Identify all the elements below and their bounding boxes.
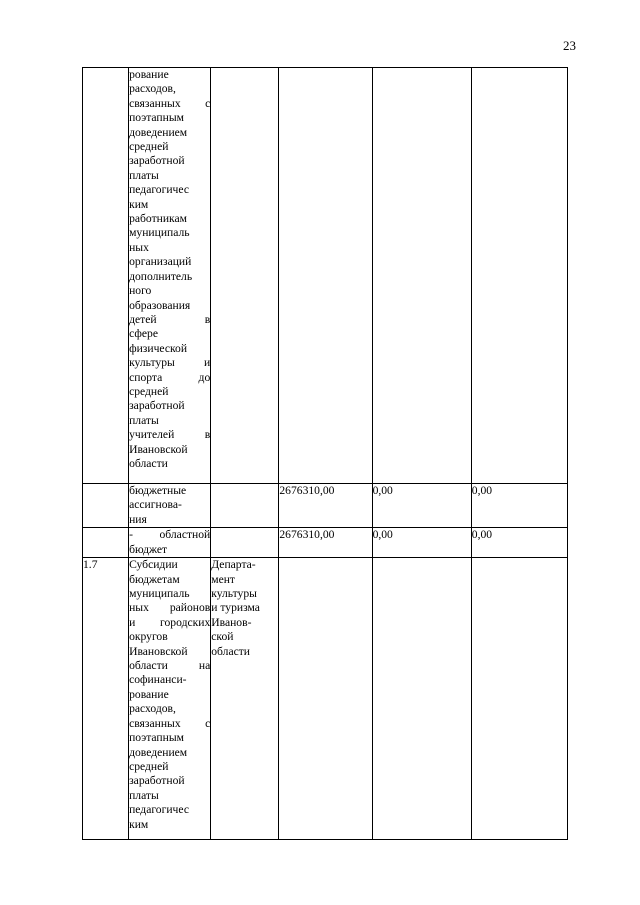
index-cell <box>83 484 129 528</box>
cell-text-line: бюджетам <box>129 572 180 586</box>
cell-text-line: платы <box>129 168 159 182</box>
value-cell-1: 2676310,00 <box>279 528 372 558</box>
cell-text-line: области <box>211 644 251 658</box>
cell-text-line: средней <box>129 384 169 398</box>
cell-text-line: Ивановской <box>129 644 188 658</box>
value-cell-2: 0,00 <box>372 528 471 558</box>
budget-table <box>82 67 568 840</box>
cell-text-line: - областной <box>129 528 211 542</box>
value-cell-3 <box>471 68 567 484</box>
cell-text-line: спорта до <box>129 370 211 384</box>
table-row-1-7 <box>83 558 568 840</box>
cell-text-line: учителей в <box>129 428 211 442</box>
cell-text-line: платы <box>129 413 159 427</box>
cell-text-line: и городских <box>129 615 211 629</box>
cell-text-line: ким <box>129 197 149 211</box>
cell-text-line: культуры и <box>129 356 211 370</box>
cell-text-line: поэтапным <box>129 731 184 745</box>
cell-text-line: доведением <box>129 125 188 139</box>
value-cell-1 <box>279 68 372 484</box>
cell-text-line: ния <box>129 512 147 526</box>
cell-text-line: и туризма <box>211 601 260 615</box>
index-cell <box>83 68 129 484</box>
name-cell <box>129 528 211 558</box>
cell-text-line: средней <box>129 140 169 154</box>
cell-text-line: заработной <box>129 154 185 168</box>
value-cell-3: 0,00 <box>471 484 567 528</box>
department-cell <box>211 528 279 558</box>
table-row-regional <box>83 528 568 558</box>
table-row-continuation <box>83 68 568 484</box>
cell-text-line: бюджетные <box>129 484 187 497</box>
department-cell <box>211 484 279 528</box>
name-cell <box>129 68 211 484</box>
cell-text-line: культуры <box>211 587 257 601</box>
cell-text-line: дополнитель <box>129 269 193 283</box>
cell-text-line: ассигнова- <box>129 498 182 512</box>
index-cell: 1.7 <box>83 558 129 840</box>
cell-text-line: организаций <box>129 255 192 269</box>
name-cell <box>129 484 211 528</box>
cell-text-line: образования <box>129 298 191 312</box>
cell-text-line: области на <box>129 659 211 673</box>
cell-text-line: связанных с <box>129 96 211 110</box>
cell-text-line: доведением <box>129 745 188 759</box>
cell-text-line: сфере <box>129 327 158 341</box>
cell-text-line: платы <box>129 788 159 802</box>
name-cell <box>129 558 211 840</box>
cell-text-line: Иванов- <box>211 615 252 629</box>
value-cell-3: 0,00 <box>471 528 567 558</box>
table-row-budget <box>83 484 568 528</box>
value-cell-1: 2676310,00 <box>279 484 372 528</box>
cell-text-line: мент <box>211 572 236 586</box>
value-cell-1 <box>279 558 372 840</box>
value-cell-2 <box>372 68 471 484</box>
cell-text-line: ного <box>129 284 152 298</box>
cell-text-line: связанных с <box>129 716 211 730</box>
department-cell <box>211 68 279 484</box>
cell-text-line: ким <box>129 817 149 831</box>
value-cell-2 <box>372 558 471 840</box>
cell-text-line: средней <box>129 759 169 773</box>
cell-text-line: работникам <box>129 212 187 226</box>
cell-text-line: рование <box>129 68 169 81</box>
cell-text-line: педагогичес <box>129 803 189 817</box>
index-cell <box>83 528 129 558</box>
value-cell-2: 0,00 <box>372 484 471 528</box>
cell-text-line: физической <box>129 341 188 355</box>
cell-text-line: округов <box>129 630 168 644</box>
cell-text-line: поэтапным <box>129 111 184 125</box>
page-number: 23 <box>563 38 576 53</box>
cell-text-line: заработной <box>129 774 185 788</box>
cell-text-line: бюджет <box>129 542 168 556</box>
cell-text-line: области <box>129 456 168 470</box>
cell-text-line: ных <box>129 240 149 254</box>
cell-text-line: Субсидии <box>129 558 178 572</box>
cell-text-line: расходов, <box>129 702 176 716</box>
value-cell-3 <box>471 558 567 840</box>
cell-text-line: детей в <box>129 312 211 326</box>
department-cell <box>211 558 279 840</box>
cell-text-line: муниципаль <box>129 226 190 240</box>
cell-text-line: софинанси- <box>129 673 187 687</box>
cell-text-line: заработной <box>129 399 185 413</box>
cell-text-line: педагогичес <box>129 183 189 197</box>
cell-text-line: муниципаль <box>129 587 190 601</box>
cell-text-line: Департа- <box>211 558 256 572</box>
cell-text-line: рование <box>129 687 169 701</box>
cell-text-line: ской <box>211 630 234 644</box>
cell-text-line: ных районов <box>129 601 211 615</box>
cell-text-line: Ивановской <box>129 442 188 456</box>
cell-text-line: расходов, <box>129 82 176 96</box>
